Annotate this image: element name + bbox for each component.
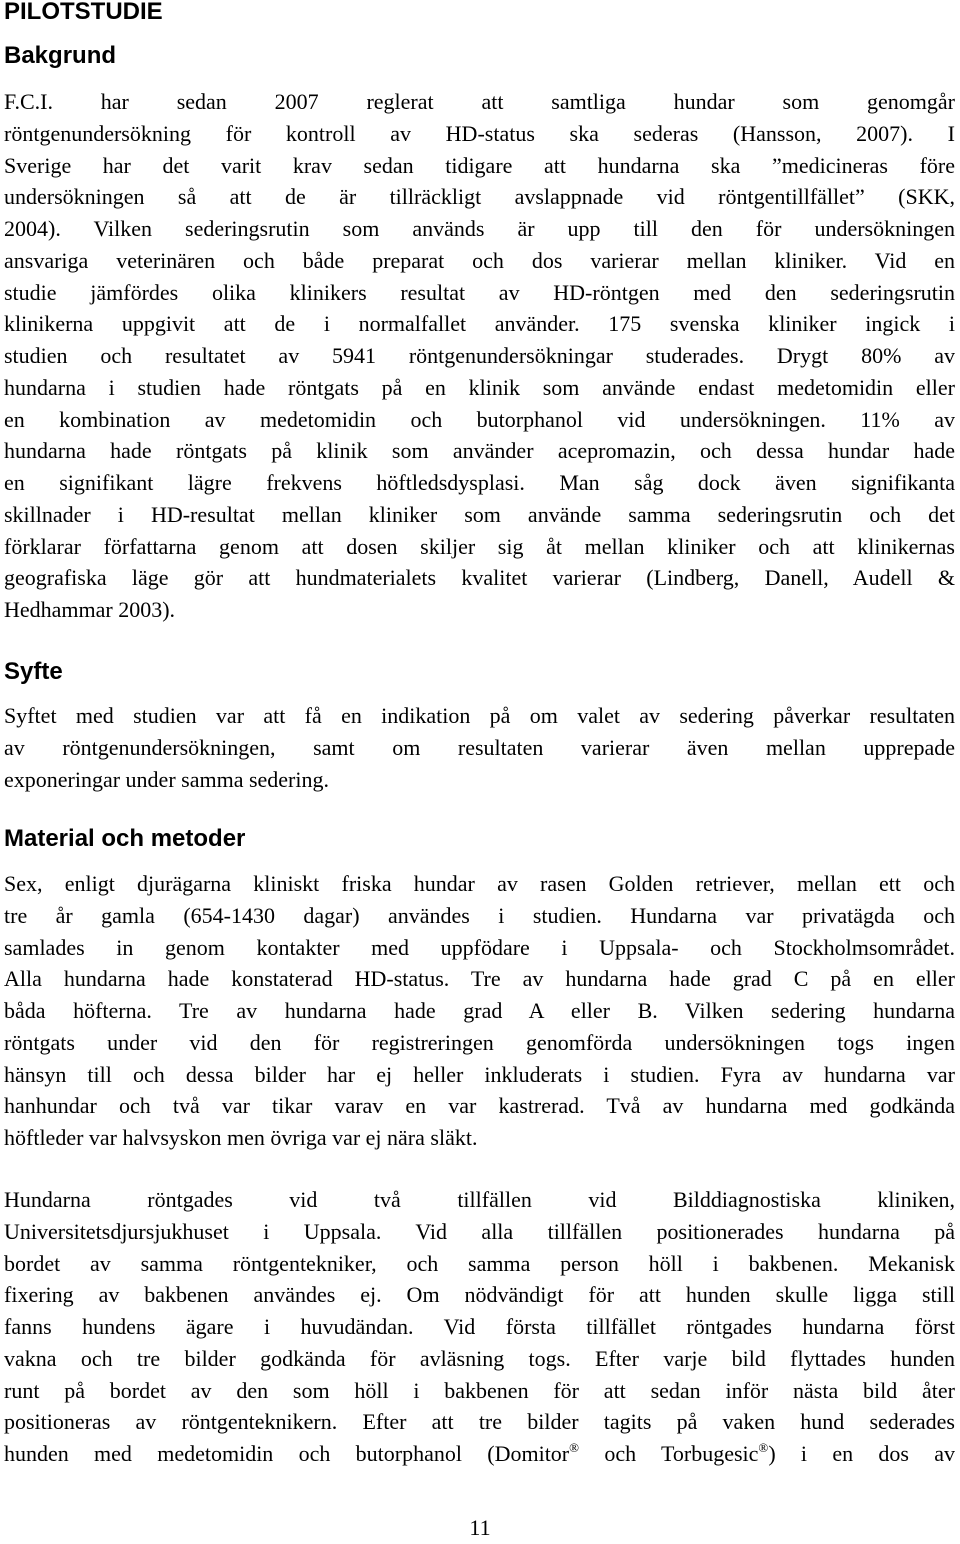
paragraph-material-2 xyxy=(4,1184,955,1438)
document-title: PILOTSTUDIE xyxy=(4,0,163,25)
text-line: F.C.I. har sedan 2007 reglerat att samtliga hundar som genomgår xyxy=(4,89,955,114)
text-line: en kombination av medetomidin och butorphanol vid undersökningen. 11% av xyxy=(4,406,955,432)
section-heading-material: Material och metoder xyxy=(4,825,246,852)
line-text-part: ) i en dos av xyxy=(768,1441,955,1466)
text-line: fanns hundens ägare i huvudändan. Vid första tillfället röntgades hundarna först xyxy=(4,1314,955,1339)
text-line: studien och resultatet av 5941 röntgenundersökningar studerades. Drygt 80% av xyxy=(4,343,955,368)
text-line: Sverige har det varit krav sedan tidigare att hundarna ska ”medicineras före xyxy=(4,152,955,178)
text-line: förklarar författarna genom att dosen skiljer sig åt mellan kliniker och att klinikernas xyxy=(4,533,955,559)
text-line: samlades in genom kontakter med uppfödare i Uppsala- och Stockholmsområdet. xyxy=(4,934,955,960)
text-line: Universitetsdjursjukhuset i Uppsala. Vid alla tillfällen positionerades hundarna på xyxy=(4,1218,955,1244)
paragraph-syfte xyxy=(4,700,955,795)
page-number: 11 xyxy=(469,1515,491,1540)
text-line: hanhundar och två var tikar varav en var kastrerad. Två av hundarna med godkända xyxy=(4,1093,955,1119)
text-line: Hedhammar 2003). xyxy=(4,597,176,622)
registered-trademark-sign: ® xyxy=(758,1440,769,1455)
text-line: hänsyn till och dessa bilder har ej heller inkluderats i studien. Fyra av hundarna var xyxy=(4,1061,955,1087)
text-line: skillnader i HD-resultat mellan kliniker som använde samma sederingsrutin och det xyxy=(4,501,955,527)
text-line: av röntgenundersökningen, samt om resultaten varierar även mellan upprepade xyxy=(4,734,955,760)
text-line: röntgenundersökning för kontroll av HD-status ska sederas (Hansson, 2007). I xyxy=(4,120,955,146)
text-line: hundarna hade röntgats på klinik som använder acepromazin, och dessa hundar hade xyxy=(4,438,955,464)
text-line: Hundarna röntgades vid två tillfällen vid Bilddiagnostiska kliniken, xyxy=(4,1187,955,1212)
text-line: bordet av samma röntgentekniker, och samma person höll i bakbenen. Mekanisk xyxy=(4,1250,955,1276)
text-line: höftleder var halvsyskon men övriga var ej nära släkt. xyxy=(4,1125,478,1150)
paragraph-bakgrund xyxy=(4,86,955,626)
text-line: runt på bordet av den som höll i bakbenen för att sedan inför nästa bild åter xyxy=(4,1377,955,1403)
text-line: positioneras av röntgenteknikern. Efter att tre bilder tagits på vaken hund sederades xyxy=(4,1409,955,1435)
text-line: Sex, enligt djurägarna kliniskt friska hundar av rasen Golden retriever, mellan ett och xyxy=(4,871,955,896)
line-text-part: och Torbugesic xyxy=(579,1441,759,1466)
text-line: Alla hundarna hade konstaterad HD-status. Tre av hundarna hade grad C på en eller xyxy=(4,966,955,992)
text-line: vakna och tre bilder godkända för avläsning togs. Efter varje bild flyttades hunden xyxy=(4,1345,955,1371)
text-line: undersökningen så att de är tillräckligt avslappnade vid röntgentillfället” (SKK, xyxy=(4,184,955,210)
section-heading-bakgrund: Bakgrund xyxy=(4,42,117,69)
text-line: båda höfterna. Tre av hundarna hade grad A eller B. Vilken sedering hundarna xyxy=(4,998,955,1023)
text-line: tre år gamla (654-1430 dagar) användes i studien. Hundarna var privatägda och xyxy=(4,902,955,928)
text-line xyxy=(4,1438,955,1470)
text-line: studie jämfördes olika klinikers resultat av HD-röntgen med den sederingsrutin xyxy=(4,279,955,305)
text-line: röntgats under vid den för registreringen genomförda undersökningen togs ingen xyxy=(4,1029,955,1055)
line-text-part: hunden med medetomidin och butorphanol (Domitor xyxy=(4,1441,570,1466)
text-line: klinikerna uppgivit att de i normalfallet använder. 175 svenska kliniker ingick i xyxy=(4,311,955,337)
section-heading-syfte: Syfte xyxy=(4,658,63,685)
text-line: hundarna i studien hade röntgats på en klinik som använde endast medetomidin eller xyxy=(4,374,955,400)
text-line: ansvariga veterinären och både preparat och dos varierar mellan kliniker. Vid en xyxy=(4,247,955,273)
text-line: fixering av bakbenen användes ej. Om nödvändigt för att hunden skulle ligga still xyxy=(4,1282,955,1308)
text-line: geografiska läge gör att hundmaterialets kvalitet varierar (Lindberg, Danell, Audell & xyxy=(4,565,955,591)
text-line: exponeringar under samma sedering. xyxy=(4,766,329,792)
text-line: Syftet med studien var att få en indikation på om valet av sedering påverkar resultaten xyxy=(4,703,955,728)
paragraph-material-2-last-line xyxy=(4,1438,955,1470)
text-line: en signifikant lägre frekvens höftledsdysplasi. Man såg dock även signifikanta xyxy=(4,470,955,495)
paragraph-material-1 xyxy=(4,868,955,1154)
text-line: 2004). Vilken sederingsrutin som används är upp till den för undersökningen xyxy=(4,216,955,241)
registered-trademark-sign: ® xyxy=(569,1440,580,1455)
